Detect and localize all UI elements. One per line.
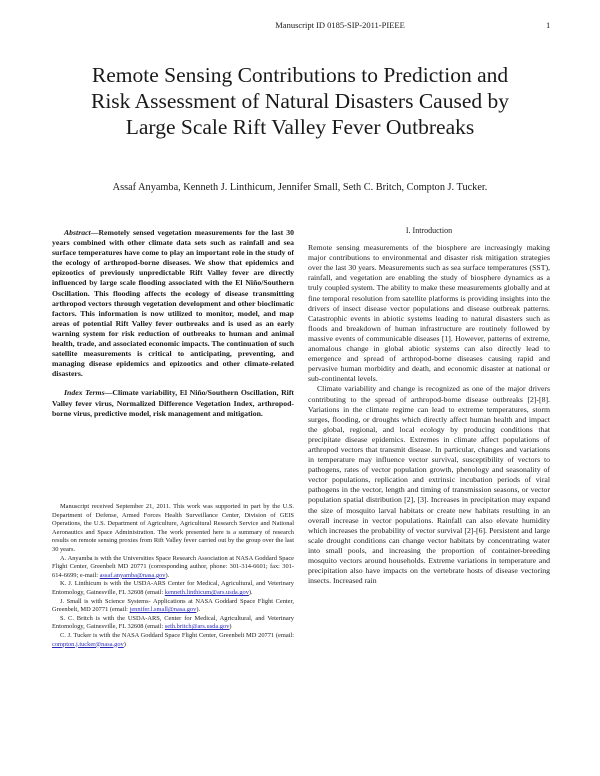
right-column bbox=[308, 226, 550, 586]
paper-title bbox=[40, 62, 560, 140]
abstract-label: Abstract bbox=[64, 228, 91, 237]
email-link[interactable]: seth.britch@ars.usda.gov bbox=[164, 623, 230, 631]
footnote-britch: S. C. Britch is with the USDA-ARS, Center for Medical, Agricultural, and Veterinary Entomology, Gainesville, FL 32608 (email: seth.britch@ars.usda.gov) bbox=[52, 614, 294, 631]
intro-paragraph: Climate variability and change is recognized as one of the major drivers contributing to the spread of arthropod-borne disease outbreaks [2]-[8]. Variations in the climate regime can lead to extreme temperatures, storm surges, flooding, or droughts which directly affect human health and impact the global, regional, and local ecology by producing conditions that precipitate disease epidemics. Extremes in climate affect populations of arthropod vectors that transmit disease. In particular, changes and variations in temperature may influence vector survival, susceptibility of vectors to pathogens, rates of vector population growth, phenology and seasonality of vector populations, replication and extrinsic incubation periods of viral pathogens in the vector, length and timing of transmission seasons, or vector population spatial distribution [2], [3]. Increases in precipitation may expand the size of mosquito larval habitats or create new habitats resulting in an overall increase in vector populations. Rainfall can also elevate humidity which increases the probability of vector survival [2]-[6]. Persistent and large scale drought conditions can change vector habitats by concentrating water into small pools, and increasing the proportion of container-breeding mosquito vectors around households. Extreme variations in temperature and precipitation also have impacts on the vertebrate hosts of disease vectoring insects. Increased rain bbox=[308, 384, 550, 586]
title-line: Remote Sensing Contributions to Prediction and bbox=[91, 63, 509, 87]
footnote-linthicum: K. J. Linthicum is with the USDA-ARS Center for Medical, Agricultural, and Veterinary Entomology, Gainesville, FL 32608 (email: kenneth.linthicum@ars.usda.gov). bbox=[52, 580, 294, 596]
footnotes bbox=[52, 503, 294, 649]
left-column bbox=[52, 228, 294, 419]
index-terms-label: Index Terms bbox=[64, 388, 105, 398]
index-terms bbox=[52, 388, 294, 418]
footnote-anyamba: A. Anyamba is with the Universities Space Research Association at NASA Goddard Space Flight Center, Greenbelt MD 20771 (corresponding author, phone: 301-314-6601; fax: 301-614-6699; e-mail: assaf.anyamba@nasa.gov). bbox=[52, 554, 294, 579]
author-list: Assaf Anyamba, Kenneth J. Linthicum, Jennifer Small, Seth C. Britch, Compton J. Tucker. bbox=[112, 182, 488, 193]
intro-paragraph: Remote sensing measurements of the biosphere are increasingly making major contributions to environmental and disaster risk mitigation strategies over the last 30 years. Measurements such as sea surface temperatures (SST), rainfall, and vegetation are enabling the study of biosphere dynamics as a truly coupled system. The ability to make these measurements globally and at fine temporal resolution from satellite platforms is providing insights into the drivers of insect disease vector populations and disease outbreak patterns. Catastrophic events in abiotic systems leading to natural disasters such as floods and breakdown of human infrastructure are routinely followed by massive events of communicable diseases [1]. However, patterns of extreme, anomalous change in global abiotic systems can also directly lead to emergence and spread of arthropod-borne diseases causing rapid and pervasive human morbidity and death, and economic disaster at national or sub-continental levels. bbox=[308, 243, 550, 384]
manuscript-id: Manuscript ID 0185-SIP-2011-PIEEE bbox=[275, 20, 405, 30]
abstract-text: —Remotely sensed vegetation measurements for the last 30 years combined with other climate data sets such as rainfall and sea surface temperatures have come to play an important role in the study of the ecology of arthropod-borne diseases. We show that epidemics and epizootics of previously unpredictable Rift Valley fever are directly influenced by large scale flooding associated with the El Niño/Southern Oscillation. This flooding affects the ecology of disease transmitting arthropod vectors through vegetation development and other bioclimatic factors. This information is now utilized to monitor, model, and map areas of potential Rift Valley fever outbreaks and is used as an early warning system for risk reduction of outbreaks to human and animal health, trade, and associated economic impacts. The continuation of such satellite measurements is critical to anticipating, preventing, and managing disease epidemics and epizootics and other climate-related disasters. bbox=[52, 228, 294, 379]
section-heading-introduction: I. Introduction bbox=[405, 226, 453, 235]
email-link[interactable]: jennifer.l.small@nasa.gov bbox=[129, 606, 197, 614]
email-link[interactable]: kenneth.linthicum@ars.usda.gov bbox=[164, 588, 249, 596]
email-link[interactable]: compton.j.tucker@nasa.gov bbox=[52, 640, 124, 648]
footnote-small: J. Small is with Science Systems- Applications at NASA Goddard Space Flight Center, Greenbelt, MD 20771 (email: jennifer.l.small@nasa.gov). bbox=[52, 597, 294, 614]
title-line: Large Scale Rift Valley Fever Outbreaks bbox=[125, 115, 475, 139]
title-line: Risk Assessment of Natural Disasters Caused by bbox=[90, 89, 509, 113]
email-link[interactable]: assaf.anyamba@nasa.gov bbox=[99, 571, 166, 579]
abstract bbox=[52, 228, 294, 379]
page-number: 1 bbox=[546, 20, 551, 30]
footnote-received: Manuscript received September 21, 2011. This work was supported in part by the U.S. Department of Defense, Armed Forces Health Surveillance Center, Division of GEIS Operations, the U.S. Department of Agriculture, Agricultural Research Service and National Aeronautics and Space Administration. The work presented here is a summary of research results on remote sensing proxies from Rift Valley fever carried out by the group over the last 30 years. bbox=[52, 503, 294, 553]
index-terms-text: —Climate variability, El Niño/Southern Oscillation, Rift Valley fever virus, Normalized Difference Vegetation Index, arthropod-borne virus, predictive model, risk management and mitigation. bbox=[52, 388, 294, 418]
footnote-tucker: C. J. Tucker is with the NASA Goddard Space Flight Center, Greenbelt MD 20771 (email: compton.j.tucker@nasa.gov) bbox=[52, 631, 294, 648]
